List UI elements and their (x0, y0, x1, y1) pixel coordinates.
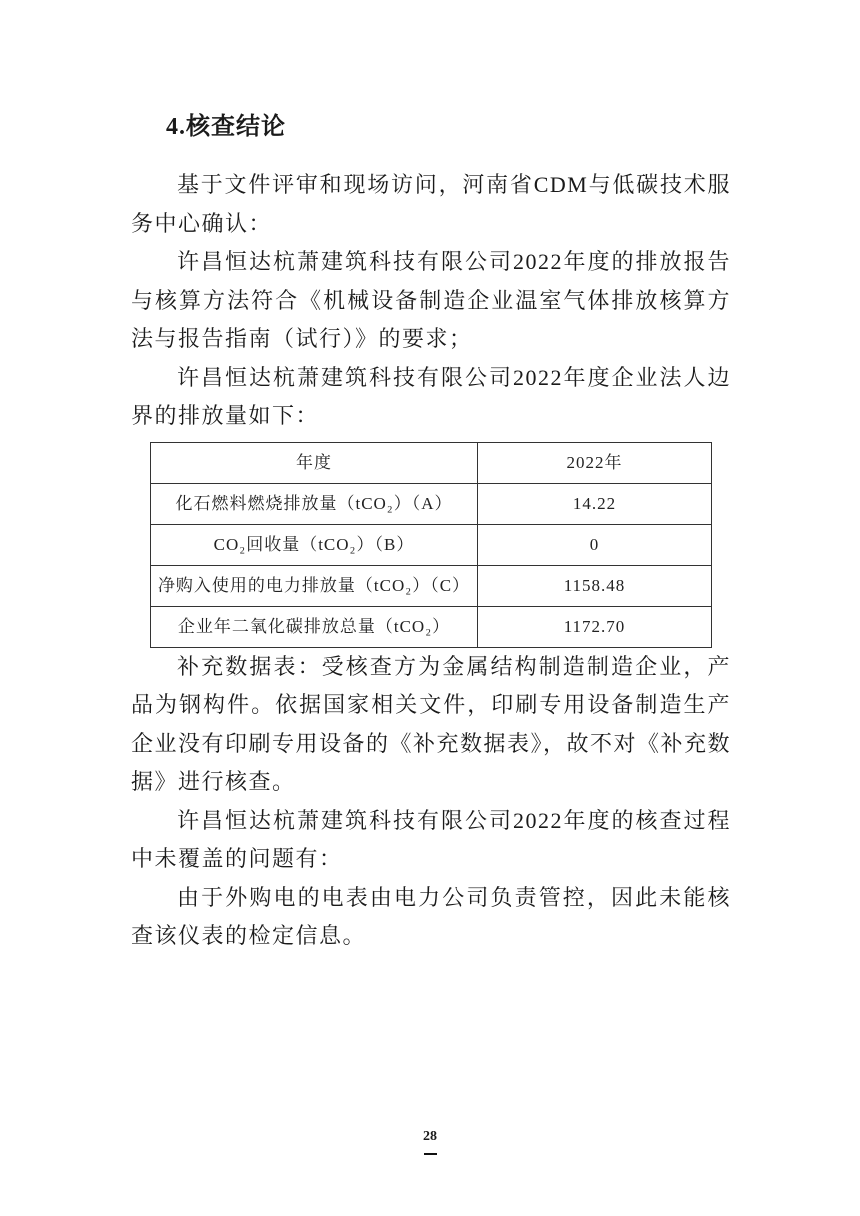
page-number-underline (424, 1153, 437, 1155)
table-cell-label: CO₂回收量（tCO₂）（B） (151, 524, 478, 565)
table-cell-value: 1158.48 (478, 565, 712, 606)
paragraph-compliance: 许昌恒达杭萧建筑科技有限公司2022年度的排放报告与核算方法符合《机械设备制造企业温室气体排放核算方法与报告指南（试行）》的要求； (131, 249, 731, 351)
table-row (151, 606, 712, 647)
paragraph-supplementary-data: 补充数据表：受核查方为金属结构制造制造企业，产品为钢构件。依据国家相关文件，印刷专用设备制造生产企业没有印刷专用设备的《补充数据表》，故不对《补充数据》进行核查。 (131, 653, 732, 794)
paragraph-emissions-intro: 许昌恒达杭萧建筑科技有限公司2022年度企业法人边界的排放量如下： (131, 364, 731, 428)
paragraph-meter-issue: 由于外购电的电表由电力公司负责管控，因此未能核查该仪表的检定信息。 (131, 884, 731, 948)
table-cell-label: 净购入使用的电力排放量（tCO₂）（C） (151, 565, 478, 606)
table-row (151, 524, 712, 565)
table-row (151, 565, 712, 606)
paragraph-uncovered-issues: 许昌恒达杭萧建筑科技有限公司2022年度的核查过程中未覆盖的问题有： (131, 807, 731, 871)
paragraph-confirmation: 基于文件评审和现场访问，河南省CDM与低碳技术服务中心确认： (131, 172, 731, 236)
table-cell-value: 1172.70 (478, 606, 712, 647)
emission-table (150, 442, 712, 648)
table-cell-value: 0 (478, 524, 712, 565)
page-number: 28 (423, 1129, 437, 1144)
table-header-row (151, 442, 712, 483)
table-cell-label: 化石燃料燃烧排放量（tCO₂）（A） (151, 483, 478, 524)
section-heading: 4.核查结论 (166, 114, 286, 140)
table-row (151, 483, 712, 524)
table-header-cell: 2022年 (478, 442, 712, 483)
table-cell-label: 企业年二氧化碳排放总量（tCO₂） (151, 606, 478, 647)
table-cell-value: 14.22 (478, 483, 712, 524)
table-header-cell: 年度 (151, 442, 478, 483)
